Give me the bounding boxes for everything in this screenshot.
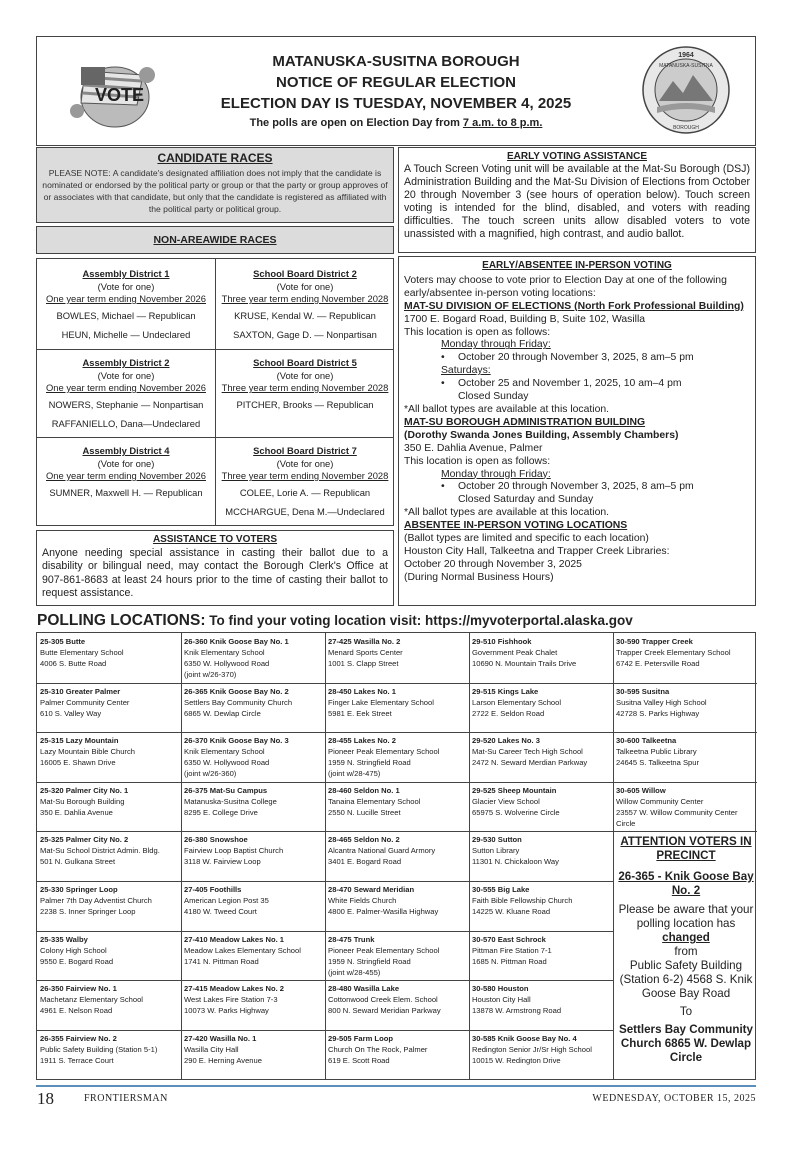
location-line: (joint w/26-370)	[184, 670, 237, 679]
polling-location	[181, 782, 325, 831]
location-line: Talkeetna Public Library	[616, 747, 697, 757]
hours-item: • October 25 and November 1, 2025, 10 am–4 pm	[404, 378, 750, 391]
location-line: Trapper Creek Elementary School	[616, 648, 731, 657]
location-address: 1700 E. Bogard Road, Building B, Suite 102, Wasilla	[404, 313, 646, 325]
location-line: Susitna Valley High School	[616, 697, 707, 707]
seal-year: 1964	[678, 52, 694, 59]
polling-location	[613, 782, 757, 831]
precinct-name: 25-315 Lazy Mountain	[40, 736, 119, 746]
location-line: Larson Elementary School	[472, 697, 562, 707]
location-line: 4800 E. Palmer-Wasilla Highway	[328, 907, 439, 916]
polling-location	[181, 683, 325, 732]
precinct-name: 25-325 Palmer City No. 2	[40, 835, 129, 845]
polling-location	[469, 683, 613, 732]
hours-label: Monday through Friday:	[441, 468, 551, 480]
polling-location	[181, 881, 325, 930]
precinct-name: 27-415 Meadow Lakes No. 2	[184, 984, 285, 994]
polling-location	[325, 1030, 469, 1079]
precinct-name: 30-595 Susitna	[616, 686, 670, 696]
location-line: 800 N. Seward Meridian Parkway	[328, 1006, 441, 1016]
precinct-name: 28-465 Seldon No. 2	[328, 835, 400, 845]
location-line: 65975 S. Wolverine Circle	[472, 807, 560, 817]
candidate: BOWLES, Michael — Republican	[56, 309, 196, 321]
polling-location	[469, 732, 613, 781]
location-line: Matanuska-Susitna College	[184, 796, 277, 806]
location-line: 4961 E. Nelson Road	[40, 1006, 113, 1016]
location-line: 24645 S. Talkeetna Spur	[616, 758, 700, 768]
location-subname: (Dorothy Swanda Jones Building, Assembly Chambers)	[404, 429, 679, 441]
location-line: Houston City Hall	[472, 995, 531, 1005]
races-grid	[36, 258, 394, 526]
candidate: HEUN, Michelle — Undeclared	[61, 329, 191, 340]
absentee-locations-title: ABSENTEE IN-PERSON VOTING LOCATIONS	[404, 520, 628, 532]
location-line: Mat-Su Borough Building	[40, 796, 125, 806]
assistance-to-voters-panel	[36, 530, 394, 606]
race-school-board-district-2: School Board District 2 (Vote for one) Three year term ending November 2028 KRUSE, Kendal W. — Republican SAXTON, Gage D. — Nonpartisan	[216, 259, 394, 349]
precinct-name: 30-555 Big Lake	[472, 885, 530, 894]
nonareawide-races-heading: NON-AREAWIDE RACES	[36, 226, 394, 254]
precinct-name: 29-520 Lakes No. 3	[472, 736, 540, 746]
location-line: Redington Senior Jr/Sr High School	[472, 1044, 592, 1054]
polling-location	[469, 881, 613, 930]
polling-location	[37, 881, 181, 930]
location-line: 619 E. Scott Road	[328, 1055, 390, 1065]
polling-location	[37, 931, 181, 980]
location-line: Machetanz Elementary School	[40, 995, 143, 1005]
candidate: PITCHER, Brooks — Republican	[236, 398, 374, 410]
election-notice-header	[36, 36, 756, 146]
hours-label: Monday through Friday:	[441, 339, 551, 351]
location-line: Cottonwood Creek Elem. School	[328, 995, 438, 1005]
polling-location	[325, 683, 469, 732]
polling-location	[37, 633, 181, 682]
precinct-name: 25-335 Walby	[40, 934, 88, 944]
polling-location	[469, 831, 613, 880]
location-line: Sutton Library	[472, 846, 520, 856]
race-school-board-district-5: School Board District 5 (Vote for one) Three year term ending November 2028 PITCHER, Brooks — Republican	[216, 348, 394, 418]
location-line: Pioneer Peak Elementary School	[328, 945, 440, 955]
location-line: Lazy Mountain Bible Church	[40, 747, 135, 757]
location-line: 5981 E. Eek Street	[328, 708, 392, 718]
race-school-board-district-7: School Board District 7 (Vote for one) Three year term ending November 2028 COLEE, Lorie A. — Republican MCCHARGUE, Dena M.—Undeclared	[216, 436, 394, 526]
hours-label: Saturdays:	[441, 365, 491, 377]
publication-date: WEDNESDAY, OCTOBER 15, 2025	[592, 1093, 756, 1104]
location-line: Glacier View School	[472, 796, 540, 806]
location-line: 6350 W. Hollywood Road	[184, 659, 270, 668]
precinct-name: 27-410 Meadow Lakes No. 1	[184, 934, 285, 944]
location-name: MAT-SU BOROUGH ADMINISTRATION BUILDING	[404, 416, 646, 428]
location-address: 350 E. Dahlia Avenue, Palmer	[404, 442, 543, 454]
location-line: Faith Bible Fellowship Church	[472, 896, 573, 905]
candidate: KRUSE, Kendal W. — Republican	[234, 309, 376, 321]
location-line: 1959 N. Stringfield Road	[328, 956, 411, 966]
precinct-name: 29-530 Sutton	[472, 835, 522, 845]
polling-location	[613, 732, 757, 781]
absentee-intro: Voters may choose to vote prior to Election Day at one of the following early/absentee in-person voting locations:	[404, 274, 727, 299]
location-line: 3401 E. Bogard Road	[328, 857, 402, 867]
location-line: American Legion Post 35	[184, 896, 269, 905]
precinct-name: 29-505 Farm Loop	[328, 1033, 393, 1043]
location-line: (joint w/28-455)	[328, 967, 381, 977]
hours-item: Closed Saturday and Sunday	[458, 494, 594, 506]
polling-location	[181, 831, 325, 880]
polling-location	[469, 782, 613, 831]
attention-to: To	[679, 1005, 693, 1018]
precinct-name: 28-470 Seward Meridian	[328, 885, 415, 894]
location-line: Palmer Community Center	[40, 697, 130, 707]
location-line: 42728 S. Parks Highway	[616, 708, 700, 718]
vote-flag-logo	[65, 45, 157, 135]
polling-location	[325, 881, 469, 930]
polling-location	[37, 980, 181, 1029]
candidate: MCCHARGUE, Dena M.—Undeclared	[225, 506, 385, 517]
attention-line: Please be aware that your polling location has changed	[618, 903, 754, 944]
assistance-title: ASSISTANCE TO VOTERS	[152, 534, 278, 545]
absentee-line: October 20 through November 3, 2025	[404, 558, 582, 570]
precinct-change-notice	[616, 829, 756, 1080]
polling-location	[469, 931, 613, 980]
attention-heading: ATTENTION VOTERS IN PRECINCT	[620, 835, 752, 862]
precinct-name: 30-580 Houston	[472, 984, 529, 994]
location-line: 1001 S. Clapp Street	[328, 659, 399, 668]
location-line: 1911 S. Terrace Court	[40, 1055, 114, 1065]
absentee-line: (Ballot types are limited and specific to each location)	[404, 533, 649, 545]
race-assembly-district-1: Assembly District 1 (Vote for one) One year term ending November 2026 BOWLES, Michael — Republican HEUN, Michelle — Undeclared	[37, 259, 215, 349]
precinct-name: 30-605 Willow	[616, 785, 666, 795]
borough-seal	[641, 45, 731, 135]
polling-location	[325, 831, 469, 880]
polling-location	[37, 782, 181, 831]
candidate-races-panel	[36, 147, 394, 223]
location-line: 2472 N. Seward Merdian Parkway	[472, 758, 588, 768]
attention-from: from	[674, 945, 698, 958]
seal-bottom-text: BOROUGH	[673, 125, 699, 131]
location-line: White Fields Church	[328, 896, 397, 905]
location-line: 10015 W. Redington Drive	[472, 1055, 561, 1065]
precinct-name: 28-455 Lakes No. 2	[328, 736, 396, 746]
location-line: 4006 S. Butte Road	[40, 659, 107, 668]
precinct-name: 27-425 Wasilla No. 2	[328, 637, 401, 646]
precinct-name: 29-515 Kings Lake	[472, 686, 539, 696]
precinct-name: 25-330 Springer Loop	[40, 885, 118, 894]
candidate-races-note: PLEASE NOTE: A candidate's designated affiliation does not imply that the candidate is nominated or endorsed by the political party or group or that the party or group approves of or associates with that candidate, but only that the candidate is registered as affiliated with the political party or political group.	[42, 168, 388, 214]
precinct-name: 28-450 Lakes No. 1	[328, 686, 396, 696]
page-number: 18	[37, 1089, 54, 1108]
polling-location	[325, 633, 469, 682]
precinct-name: 27-420 Wasilla No. 1	[184, 1033, 257, 1043]
precinct-name: 26-360 Knik Goose Bay No. 1	[184, 637, 289, 646]
location-line: 11301 N. Chickaloon Way	[472, 857, 559, 867]
footer-rule	[36, 1085, 756, 1087]
location-line: Mat-Su Career Tech High School	[472, 747, 583, 757]
candidate: NOWERS, Stephanie — Nonpartisan	[48, 398, 204, 410]
location-line: Circle	[616, 818, 636, 828]
location-line: 1741 N. Pittman Road	[184, 956, 259, 966]
hours-item: • October 20 through November 3, 2025, 8 am–5 pm	[404, 481, 750, 494]
polling-location	[181, 980, 325, 1029]
location-line: Settlers Bay Community Church	[184, 697, 293, 707]
location-line: Pioneer Peak Elementary School	[328, 747, 440, 757]
polling-location	[181, 633, 325, 682]
location-line: 6350 W. Hollywood Road	[184, 758, 270, 768]
location-line: 1959 N. Stringfield Road	[328, 758, 411, 768]
polling-location	[37, 732, 181, 781]
location-line: Public Safety Building (Station 5-1)	[40, 1044, 158, 1054]
polling-location	[325, 980, 469, 1029]
location-line: Knik Elementary School	[184, 747, 265, 757]
location-line: 1685 N. Pittman Road	[472, 956, 547, 966]
precinct-name: 26-380 Snowshoe	[184, 835, 248, 845]
location-line: Wasilla City Hall	[184, 1044, 239, 1054]
location-line: Alcantra National Guard Armory	[328, 846, 436, 856]
polling-location	[37, 683, 181, 732]
hours-intro: This location is open as follows:	[404, 455, 551, 467]
ballot-note: *All ballot types are available at this location.	[404, 403, 610, 415]
early-voting-text: A Touch Screen Voting unit will be available at the Mat-Su Borough (DSJ) Administration Building and the Mat-Su Division of Elections from October 20 through November 3 (see hours of operation below). Touch screen voting is intended for the blind, disabled, and voters with reading difficulties. The touch screen units allow disabled voters to vote unassisted with a magnified, high contrast, and audio ballot.	[404, 163, 750, 241]
location-line: 16005 E. Shawn Drive	[40, 758, 116, 768]
location-line: Mat-Su School District Admin. Bldg.	[40, 846, 160, 856]
location-line: Meadow Lakes Elementary School	[184, 945, 301, 955]
location-line: 23557 W. Willow Community Center	[616, 807, 738, 817]
location-line: 6865 W. Dewlap Circle	[184, 708, 261, 718]
location-line: 8295 E. College Drive	[184, 807, 258, 817]
precinct-name: 26-350 Fairview No. 1	[40, 984, 117, 994]
polling-location	[325, 782, 469, 831]
precinct-name: 26-375 Mat-Su Campus	[184, 785, 268, 795]
early-voting-assistance-panel	[398, 147, 756, 253]
polling-location	[469, 633, 613, 682]
location-line: West Lakes Fire Station 7-3	[184, 995, 278, 1005]
location-line: 9550 E. Bogard Road	[40, 956, 114, 966]
hours-intro: This location is open as follows:	[404, 326, 551, 338]
location-line: 6742 E. Petersville Road	[616, 659, 700, 668]
location-line: 2550 N. Lucille Street	[328, 807, 401, 817]
location-line: 2238 S. Inner Springer Loop	[40, 907, 136, 916]
borough-title: MATANUSKA-SUSITNA BOROUGH	[272, 53, 520, 70]
precinct-name: 29-510 Fishhook	[472, 637, 532, 646]
location-line: 610 S. Valley Way	[40, 708, 102, 718]
location-name: MAT-SU DIVISION OF ELECTIONS (North Fork Professional Building)	[404, 300, 744, 312]
absentee-line: Houston City Hall, Talkeetna and Trapper Creek Libraries:	[404, 545, 670, 557]
location-line: Butte Elementary School	[40, 648, 124, 657]
race-assembly-district-4: Assembly District 4 (Vote for one) One year term ending November 2026 SUMNER, Maxwell H. — Republican	[37, 436, 215, 506]
location-line: 13878 W. Armstrong Road	[472, 1006, 562, 1016]
location-line: 350 E. Dahlia Avenue	[40, 807, 113, 817]
location-line: Colony High School	[40, 945, 107, 955]
polls-hours-line: The polls are open on Election Day from 7 a.m. to 8 p.m.	[249, 117, 543, 129]
vote-logo-text: VOTE	[95, 85, 145, 105]
precinct-name: 25-320 Palmer City No. 1	[40, 785, 129, 795]
hours-item: Closed Sunday	[458, 391, 529, 403]
location-line: Palmer 7th Day Adventist Church	[40, 896, 152, 905]
attention-precinct: 26-365 - Knik Goose Bay No. 2	[618, 870, 754, 897]
candidate: SUMNER, Maxwell H. — Republican	[49, 486, 203, 498]
location-line: Tanaina Elementary School	[328, 796, 421, 806]
early-absentee-voting-panel	[398, 256, 756, 606]
location-line: Government Peak Chalet	[472, 648, 558, 657]
location-line: Fairview Loop Baptist Church	[184, 846, 284, 856]
location-line: Knik Elementary School	[184, 648, 265, 657]
polling-locations-title: POLLING LOCATIONS: To find your voting location visit: https://myvoterportal.alaska.gov	[37, 612, 633, 629]
polling-location	[181, 1030, 325, 1079]
location-line: 10073 W. Parks Highway	[184, 1006, 269, 1016]
precinct-name: 26-365 Knik Goose Bay No. 2	[184, 686, 289, 696]
location-line: 4180 W. Tweed Court	[184, 907, 257, 916]
location-line: Finger Lake Elementary School	[328, 697, 434, 707]
polling-location	[37, 1030, 181, 1079]
ballot-note: *All ballot types are available at this location.	[404, 507, 610, 519]
notice-title: NOTICE OF REGULAR ELECTION	[276, 74, 516, 91]
absentee-title: EARLY/ABSENTEE IN-PERSON VOTING	[482, 260, 672, 271]
location-line: 14225 W. Kluane Road	[472, 907, 551, 916]
precinct-name: 27-405 Foothills	[184, 885, 242, 894]
location-line: (joint w/26-360)	[184, 769, 237, 779]
early-voting-title: EARLY VOTING ASSISTANCE	[506, 151, 648, 162]
precinct-name: 28-460 Seldon No. 1	[328, 785, 400, 795]
precinct-name: 28-480 Wasilla Lake	[328, 984, 400, 994]
precinct-name: 26-370 Knik Goose Bay No. 3	[184, 736, 289, 746]
polling-location	[613, 683, 757, 732]
precinct-name: 25-305 Butte	[40, 637, 86, 646]
polling-location	[469, 1030, 613, 1079]
publication-name: FRONTIERSMAN	[84, 1093, 168, 1104]
location-line: 501 N. Gulkana Street	[40, 857, 116, 867]
assistance-text: Anyone needing special assistance in casting their ballot due to a disability or bilingual need, may contact the Borough Clerk's Office at 907-861-8683 at least 24 hours prior to the time of casting their ballot to request assistance.	[42, 547, 388, 599]
attention-new-location: Settlers Bay Community Church 6865 W. Dewlap Circle	[618, 1023, 753, 1064]
polling-location	[325, 732, 469, 781]
polling-location	[325, 931, 469, 980]
race-assembly-district-2: Assembly District 2 (Vote for one) One year term ending November 2026 NOWERS, Stephanie — Nonpartisan RAFFANIELLO, Dana—Undeclared	[37, 348, 215, 438]
location-line: 3118 W. Fairview Loop	[184, 857, 261, 867]
precinct-name: 30-570 East Schrock	[472, 934, 546, 944]
precinct-name: 30-585 Knik Goose Bay No. 4	[472, 1033, 577, 1043]
precinct-name: 30-600 Talkeetna	[616, 736, 677, 746]
election-day-title: ELECTION DAY IS TUESDAY, NOVEMBER 4, 2025	[220, 95, 572, 112]
polling-location	[181, 732, 325, 781]
polling-location	[613, 633, 757, 682]
location-line: 10690 N. Mountain Trails Drive	[472, 659, 577, 668]
attention-old-location: Public Safety Building (Station 6-2) 4568 S. Knik Goose Bay Road	[619, 959, 753, 1000]
absentee-line: (During Normal Business Hours)	[404, 571, 554, 583]
polling-location	[37, 831, 181, 880]
location-line: (joint w/28-475)	[328, 769, 381, 779]
location-line: Church On The Rock, Palmer	[328, 1044, 428, 1054]
location-line: Willow Community Center	[616, 796, 704, 806]
location-line: 2722 E. Seldon Road	[472, 708, 545, 718]
polling-location	[181, 931, 325, 980]
precinct-name: 28-475 Trunk	[328, 934, 375, 944]
hours-item: • October 20 through November 3, 2025, 8 am–5 pm	[404, 352, 750, 365]
candidate-races-title: CANDIDATE RACES	[157, 151, 273, 165]
location-line: Menard Sports Center	[328, 648, 403, 657]
precinct-name: 29-525 Sheep Mountain	[472, 785, 557, 795]
location-line: Pittman Fire Station 7-1	[472, 945, 552, 955]
precinct-name: 25-310 Greater Palmer	[40, 686, 121, 696]
polling-locations-grid	[36, 632, 756, 1080]
candidate: SAXTON, Gage D. — Nonpartisan	[233, 329, 377, 340]
precinct-name: 26-355 Fairview No. 2	[40, 1033, 117, 1043]
polling-location	[469, 980, 613, 1029]
candidate: COLEE, Lorie A. — Republican	[239, 486, 371, 498]
location-line: 290 E. Herning Avenue	[184, 1055, 262, 1065]
seal-top-text: MATANUSKA-SUSITNA	[659, 63, 713, 69]
candidate: RAFFANIELLO, Dana—Undeclared	[51, 418, 201, 429]
precinct-name: 30-590 Trapper Creek	[616, 637, 693, 646]
